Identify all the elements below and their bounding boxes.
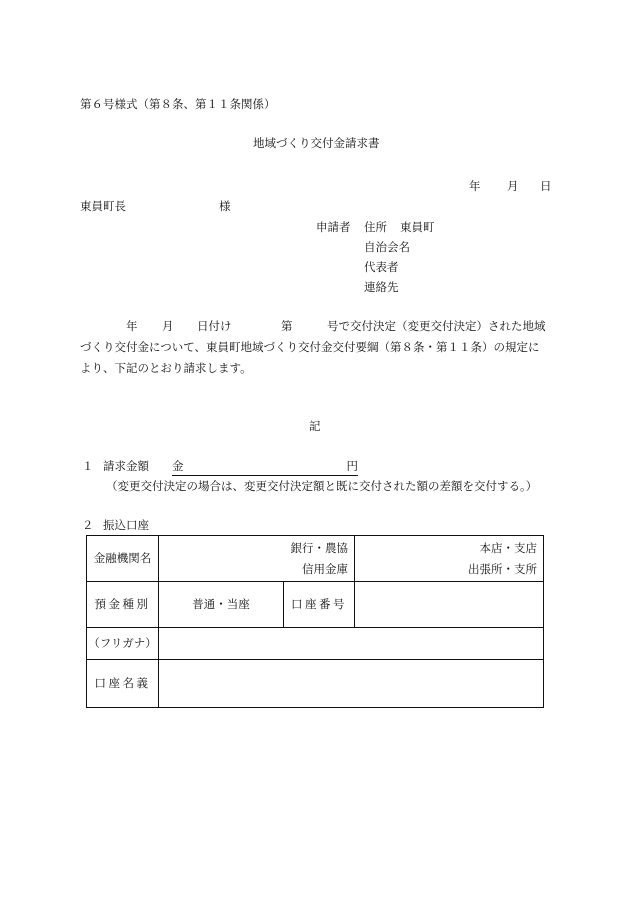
representative-label: 代表者 bbox=[364, 260, 399, 274]
item1-note: （変更交付決定の場合は、変更交付決定額と既に交付された額の差額を交付する。） bbox=[106, 479, 538, 493]
branch-types-line2: 出張所・支所 bbox=[468, 561, 537, 576]
table-row-furigana bbox=[87, 628, 544, 660]
bank-types-line2: 信用金庫 bbox=[302, 561, 348, 576]
branch-types-line1: 本店・支店 bbox=[479, 540, 537, 555]
branch-name-cell[interactable] bbox=[355, 536, 544, 582]
table-row-institution bbox=[87, 536, 544, 582]
item2-label: 振込口座 bbox=[103, 518, 149, 532]
institution-name-cell[interactable] bbox=[159, 536, 355, 582]
item1-number: １ bbox=[82, 459, 94, 473]
body-line2: づくり交付金について、東員町地域づくり交付金交付要綱（第８条・第１１条）の規定に bbox=[80, 340, 540, 354]
account-number-label: 口座番号 bbox=[284, 582, 355, 628]
body-line1-rest: 号で交付決定（変更交付決定）された地域 bbox=[327, 319, 546, 333]
applicant-label: 申請者 bbox=[316, 220, 351, 234]
kin-prefix: 金 bbox=[172, 459, 184, 473]
table-row-account-name bbox=[87, 660, 544, 708]
body-year: 年 bbox=[126, 319, 138, 333]
furigana-field[interactable] bbox=[159, 628, 544, 660]
account-name-label: 口座名義 bbox=[87, 660, 159, 708]
address-label: 住所 bbox=[364, 220, 387, 234]
date-day: 日 bbox=[540, 179, 552, 193]
date-year: 年 bbox=[469, 179, 481, 193]
bank-account-table bbox=[86, 535, 544, 708]
deposit-type-label: 預金種別 bbox=[87, 582, 159, 628]
claim-amount-field[interactable] bbox=[172, 461, 358, 476]
account-name-field[interactable] bbox=[159, 660, 544, 708]
table-row-deposit bbox=[87, 582, 544, 628]
addressee-honorific: 様 bbox=[219, 199, 231, 213]
ki-heading: 記 bbox=[309, 419, 321, 433]
bank-types-line1: 銀行・農協 bbox=[290, 540, 348, 555]
contact-label: 連絡先 bbox=[364, 280, 399, 294]
body-dai: 第 bbox=[281, 319, 293, 333]
institution-label: 金融機関名 bbox=[87, 536, 159, 582]
body-date-suffix: 日付け bbox=[197, 319, 232, 333]
association-label: 自治会名 bbox=[364, 240, 410, 254]
date-month: 月 bbox=[507, 179, 519, 193]
body-line3: より、下記のとおり請求します。 bbox=[80, 361, 252, 375]
deposit-type-value[interactable]: 普通・当座 bbox=[159, 582, 284, 628]
account-number-field[interactable] bbox=[355, 582, 544, 628]
address-value: 東員町 bbox=[400, 220, 435, 234]
form-number: 第６号様式（第８条、第１１条関係） bbox=[80, 97, 276, 111]
body-month: 月 bbox=[162, 319, 174, 333]
yen-suffix: 円 bbox=[346, 459, 358, 473]
document-title: 地域づくり交付金請求書 bbox=[253, 136, 380, 150]
item2-number: ２ bbox=[82, 518, 94, 532]
furigana-label: （フリガナ） bbox=[87, 628, 159, 660]
addressee-name: 東員町長 bbox=[80, 199, 126, 213]
item1-label: 請求金額 bbox=[103, 459, 149, 473]
